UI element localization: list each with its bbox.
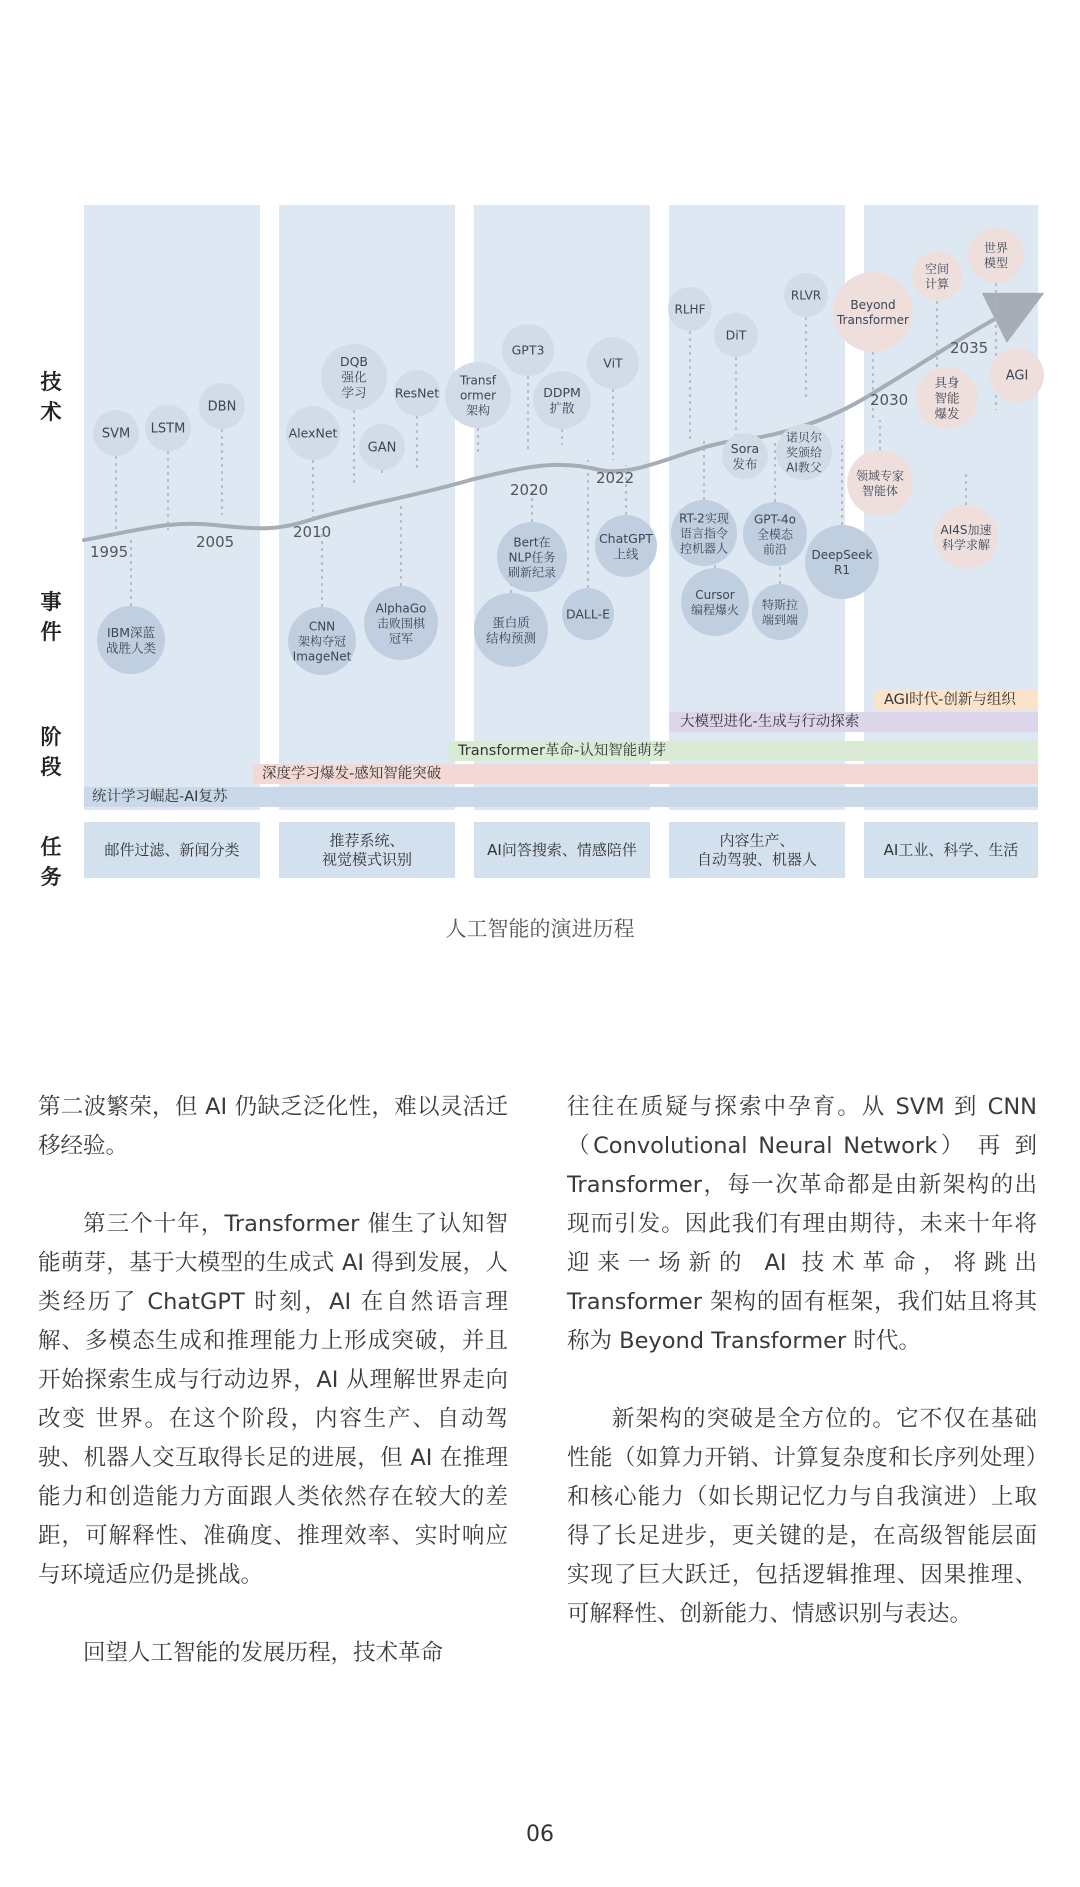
tech-bubble-label: SVM <box>101 426 131 442</box>
left-column <box>38 1088 508 1712</box>
tech-bubble-label: Beyond <box>850 297 896 312</box>
ai-timeline-diagram <box>0 0 1080 900</box>
event-bubble-label: RT-2实现 <box>679 511 729 526</box>
event-bubble-label: 语言指令 <box>679 526 729 541</box>
row-label-stages-char: 阶 <box>40 725 62 749</box>
event-bubble-label: DALL-E <box>565 606 611 622</box>
right-column <box>567 1088 1037 1673</box>
event-bubble-label: 前沿 <box>762 542 788 557</box>
event-bubble-label: Bert在 <box>513 535 551 550</box>
event-bubble-label: AI4S加速 <box>940 522 992 537</box>
tech-bubble-label: 扩散 <box>549 400 575 416</box>
tech-bubble-label: 模型 <box>983 255 1009 270</box>
tech-bubble-label: RLHF <box>674 302 706 317</box>
year-label: 2030 <box>870 391 909 409</box>
row-label-events-char: 事 <box>40 590 62 614</box>
row-label-events <box>38 587 64 647</box>
event-bubble-label: 蛋白质 <box>492 614 530 630</box>
event-bubble-label: 冠军 <box>388 631 414 646</box>
event-bubble-label: 领域专家 <box>855 468 905 483</box>
row-label-tech-char: 术 <box>40 400 62 424</box>
tech-bubble-label: 学习 <box>341 385 367 400</box>
column-background <box>279 205 455 810</box>
stage-label: Transformer革命-认知智能萌芽 <box>458 743 667 759</box>
event-bubble-label: 科学求解 <box>941 537 991 552</box>
task-label: 邮件过滤、新闻分类 <box>104 841 240 859</box>
row-label-events-char: 件 <box>40 620 62 644</box>
tech-bubble-label: 爆发 <box>934 406 960 421</box>
event-bubble-label: DeepSeek <box>811 547 873 562</box>
task-label: 推荐系统、 <box>329 831 405 850</box>
tech-bubble-label: DDPM <box>543 384 581 400</box>
stage-label: 大模型进化-生成与行动探索 <box>680 714 860 730</box>
event-bubble-label: Cursor <box>695 587 735 602</box>
event-bubble-label: ChatGPT <box>598 530 654 546</box>
figure-caption: 人工智能的演进历程 <box>445 917 635 941</box>
paragraph: 新架构的突破是全方位的。它不仅在基础性能（如算力开销、计算复杂度和长序列处理）和核心能力（如长期记忆力与自我演进）上取得了长足进步，更关键的是，在高级智能层面实现了巨大跃迁，包括逻辑推理、因果推理、可解释性、创新能力、情感识别与表达。 <box>567 1406 1037 1627</box>
paragraph: 第三个十年，Transformer 催生了认知智能萌芽，基于大模型的生成式 AI 得到发展，人类经历了 ChatGPT 时刻，AI 在自然语言理解、多模态生成和推理能力上形成突破，并且开始探索生成与行动边界，AI 从理解世界走向改变 世界。在这个阶段，内容生产、自动驾驶、机器人交互取得长足的进展，但 AI 在推理能力和创造能力方面跟人类依然存在较大的差距，可解释性、准确度、推理效率、实时响应与环境适应仍是挑战。 <box>38 1211 508 1588</box>
year-label: 2005 <box>196 533 235 551</box>
tech-bubble-label: 发布 <box>732 456 758 472</box>
year-label: 2010 <box>293 523 332 541</box>
row-label-stages-char: 段 <box>40 755 62 779</box>
tech-bubble-label: 架构 <box>465 403 491 418</box>
event-bubble-label: AlphaGo <box>375 601 427 616</box>
event-bubble-label: CNN <box>308 619 336 634</box>
event-bubble-label: 刷新纪录 <box>507 565 557 580</box>
year-label: 2035 <box>950 339 989 357</box>
tech-bubble-label: 空间 <box>924 261 950 276</box>
tech-bubble-label: DBN <box>207 399 237 415</box>
tech-bubble-label: DQB <box>339 354 369 369</box>
row-label-tech-char: 技 <box>40 370 62 394</box>
year-label: 1995 <box>90 543 129 561</box>
tech-bubble-label: 诺贝尔 <box>785 430 823 445</box>
article-body <box>0 1040 1080 1740</box>
tech-bubble-label: AGI <box>1005 368 1029 384</box>
paragraph: 往往在质疑与探索中孕育。从 SVM 到 CNN（Convolutional Neural Network） 再 到 Transformer，每一次革命都是由新架构的出现而引发。因此我们有理由期待，未来十年将迎来一场新的 AI 技术革命，将跳出 Transformer 架构的固有框架，我们姑且将其称为 Beyond Transformer 时代。 <box>567 1094 1037 1354</box>
tech-bubble-label: RLVR <box>790 288 822 303</box>
tech-bubble-label: 计算 <box>924 276 950 291</box>
event-bubble-label: GPT-4o <box>753 512 797 527</box>
row-label-tasks-char: 任 <box>40 835 62 859</box>
tech-bubble-label: 强化 <box>341 369 367 385</box>
event-bubble-label: 全模态 <box>756 527 794 542</box>
column-background <box>84 205 260 810</box>
row-label-tasks-char: 务 <box>40 865 62 889</box>
event-bubble-label: 上线 <box>613 546 639 562</box>
event-bubble-label: 结构预测 <box>485 630 537 646</box>
tech-bubble-label: GPT3 <box>511 342 545 358</box>
tech-bubble-label: 世界 <box>983 240 1009 255</box>
paragraph: 回望人工智能的发展历程，技术革命 <box>83 1640 444 1666</box>
task-label: 自动驾驶、机器人 <box>696 850 818 869</box>
row-label-stages <box>38 722 64 782</box>
event-bubble-label: ImageNet <box>292 649 352 664</box>
year-label: 2022 <box>596 469 635 487</box>
event-bubble-label: NLP任务 <box>508 550 556 565</box>
tech-bubble-label: ViT <box>603 355 623 371</box>
task-label: AI工业、科学、生活 <box>883 841 1019 859</box>
row-label-tasks <box>38 832 64 892</box>
tech-bubble-label: 具身 <box>934 375 960 390</box>
tech-bubble-label: Sora <box>730 440 760 456</box>
stage-label: 深度学习爆发-感知智能突破 <box>262 766 442 782</box>
task-label: 视觉模式识别 <box>321 850 413 869</box>
row-label-tech <box>38 367 64 427</box>
page-number: 06 <box>526 1822 554 1847</box>
task-label: 内容生产、 <box>719 831 795 850</box>
tech-bubble-label: 奖颁给 <box>785 445 823 460</box>
event-bubble-label: 编程爆火 <box>690 602 740 617</box>
tech-bubble-label: ormer <box>459 388 497 403</box>
tech-bubble-label: GAN <box>367 440 397 456</box>
event-bubble-label: 战胜人类 <box>105 640 157 656</box>
tech-bubble-label: ResNet <box>394 385 440 401</box>
event-bubble-label: 架构夺冠 <box>297 634 347 649</box>
tech-bubble-label: 智能 <box>934 390 960 406</box>
event-bubble-label: 端到端 <box>761 612 799 627</box>
tech-bubble-label: LSTM <box>150 421 186 437</box>
stage-label: 统计学习崛起-AI复苏 <box>92 789 228 805</box>
task-label: AI问答搜索、情感陪伴 <box>487 841 637 859</box>
event-bubble-label: 控机器人 <box>679 541 729 556</box>
tech-bubble-label: AI教父 <box>786 460 822 475</box>
tech-bubble-label: Transf <box>460 373 496 388</box>
year-label: 2020 <box>510 481 549 499</box>
paragraph: 第二波繁荣，但 AI 仍缺乏泛化性，难以灵活迁移经验。 <box>38 1094 508 1159</box>
tech-bubble-label: AlexNet <box>288 425 338 441</box>
stage-label: AGI时代-创新与组织 <box>884 692 1016 708</box>
event-bubble-label: R1 <box>834 562 850 577</box>
event-bubble-label: 击败围棋 <box>376 616 426 631</box>
event-bubble-label: IBM深蓝 <box>106 624 156 640</box>
event-bubble-label: 智能体 <box>861 483 899 498</box>
tech-bubble-label: Transformer <box>836 312 910 327</box>
event-bubble-label: 特斯拉 <box>761 597 799 612</box>
tech-bubble-label: DiT <box>725 327 747 343</box>
column-background <box>474 205 650 810</box>
